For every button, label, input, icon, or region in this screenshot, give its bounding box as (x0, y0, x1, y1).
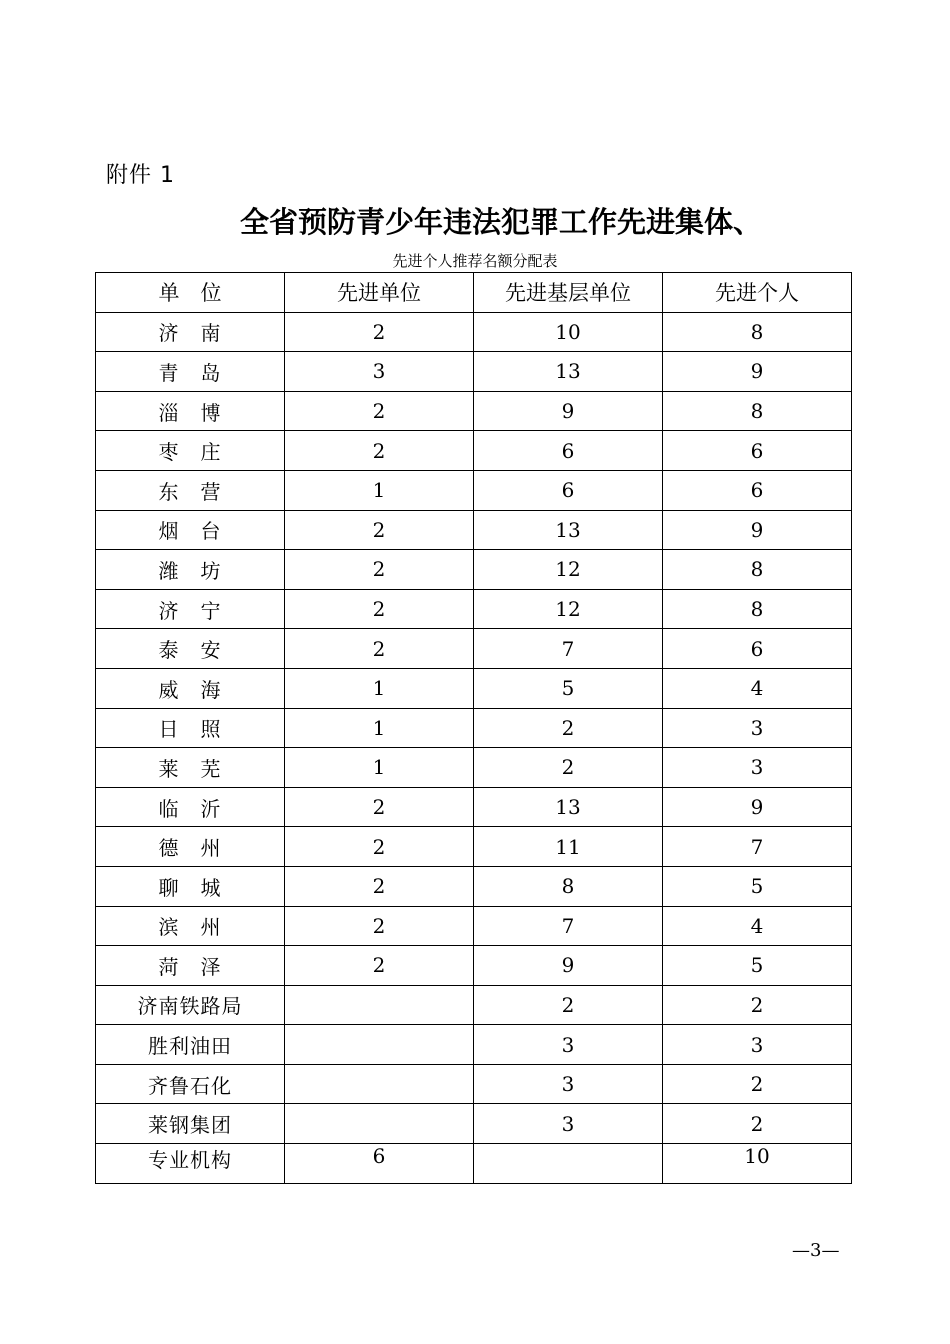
table-row (96, 748, 852, 788)
cell-advanced-individual: 5 (663, 866, 852, 906)
table-row (96, 629, 852, 669)
table-row (96, 470, 852, 510)
header-advanced-individual: 先进个人 (663, 273, 852, 313)
cell-advanced-individual: 8 (663, 391, 852, 431)
table-row (96, 866, 852, 906)
header-unit: 单 位 (96, 273, 285, 313)
cell-advanced-individual: 4 (663, 668, 852, 708)
cell-unit: 聊 城 (96, 866, 285, 906)
cell-advanced-individual: 7 (663, 827, 852, 867)
cell-advanced-individual: 9 (663, 510, 852, 550)
cell-unit: 专业机构 (96, 1144, 285, 1184)
table-row (96, 431, 852, 471)
cell-unit: 泰 安 (96, 629, 285, 669)
cell-advanced-individual: 3 (663, 1025, 852, 1065)
cell-advanced-grassroots-unit: 13 (474, 352, 663, 392)
table-row (96, 510, 852, 550)
cell-advanced-grassroots-unit: 2 (474, 748, 663, 788)
table-row (96, 906, 852, 946)
cell-unit: 威 海 (96, 668, 285, 708)
document-title: 全省预防青少年违法犯罪工作先进集体、 (239, 205, 762, 239)
cell-advanced-unit (285, 1064, 474, 1104)
cell-advanced-unit: 2 (285, 906, 474, 946)
cell-advanced-unit: 2 (285, 510, 474, 550)
cell-advanced-grassroots-unit: 7 (474, 629, 663, 669)
cell-advanced-unit: 2 (285, 431, 474, 471)
cell-advanced-individual: 3 (663, 748, 852, 788)
cell-unit: 莱钢集团 (96, 1104, 285, 1144)
cell-unit: 潍 坊 (96, 550, 285, 590)
cell-advanced-grassroots-unit: 2 (474, 985, 663, 1025)
table-row (96, 708, 852, 748)
table-header-row (96, 273, 852, 313)
table-row (96, 787, 852, 827)
cell-advanced-grassroots-unit: 3 (474, 1025, 663, 1065)
cell-advanced-individual: 8 (663, 550, 852, 590)
cell-advanced-unit: 1 (285, 668, 474, 708)
table-row (96, 352, 852, 392)
table-row (96, 985, 852, 1025)
cell-advanced-individual: 2 (663, 1104, 852, 1144)
page-number: —3— (792, 1240, 840, 1261)
cell-advanced-individual: 9 (663, 352, 852, 392)
cell-advanced-unit: 3 (285, 352, 474, 392)
cell-unit: 枣 庄 (96, 431, 285, 471)
table-row (96, 1104, 852, 1144)
cell-advanced-unit (285, 1025, 474, 1065)
table-row (96, 1064, 852, 1104)
cell-unit: 菏 泽 (96, 946, 285, 986)
cell-unit: 青 岛 (96, 352, 285, 392)
cell-advanced-grassroots-unit: 3 (474, 1104, 663, 1144)
cell-advanced-grassroots-unit (474, 1144, 663, 1184)
cell-advanced-grassroots-unit: 9 (474, 946, 663, 986)
document-subtitle: 先进个人推荐名额分配表 (392, 252, 558, 270)
cell-advanced-individual: 9 (663, 787, 852, 827)
cell-advanced-grassroots-unit: 7 (474, 906, 663, 946)
table-row (96, 1144, 852, 1184)
cell-advanced-individual: 10 (663, 1144, 852, 1184)
cell-advanced-unit: 2 (285, 589, 474, 629)
table-body (96, 312, 852, 1183)
cell-advanced-grassroots-unit: 6 (474, 470, 663, 510)
table-row (96, 827, 852, 867)
cell-advanced-unit: 2 (285, 312, 474, 352)
table-row (96, 589, 852, 629)
cell-advanced-individual: 8 (663, 312, 852, 352)
cell-advanced-unit: 6 (285, 1144, 474, 1184)
table-row (96, 946, 852, 986)
cell-unit: 日 照 (96, 708, 285, 748)
cell-advanced-individual: 6 (663, 629, 852, 669)
cell-unit: 齐鲁石化 (96, 1064, 285, 1104)
cell-advanced-unit: 2 (285, 629, 474, 669)
cell-advanced-grassroots-unit: 11 (474, 827, 663, 867)
cell-advanced-grassroots-unit: 12 (474, 550, 663, 590)
cell-advanced-unit: 2 (285, 946, 474, 986)
cell-unit: 济南铁路局 (96, 985, 285, 1025)
cell-advanced-individual: 2 (663, 985, 852, 1025)
header-advanced-grassroots-unit: 先进基层单位 (474, 273, 663, 313)
cell-advanced-grassroots-unit: 5 (474, 668, 663, 708)
cell-advanced-individual: 3 (663, 708, 852, 748)
cell-advanced-grassroots-unit: 8 (474, 866, 663, 906)
cell-unit: 淄 博 (96, 391, 285, 431)
cell-unit: 济 宁 (96, 589, 285, 629)
cell-advanced-grassroots-unit: 2 (474, 708, 663, 748)
cell-advanced-individual: 2 (663, 1064, 852, 1104)
quota-table (95, 272, 852, 1184)
cell-advanced-individual: 5 (663, 946, 852, 986)
table-row (96, 1025, 852, 1065)
cell-advanced-unit: 1 (285, 708, 474, 748)
cell-unit: 德 州 (96, 827, 285, 867)
cell-advanced-individual: 6 (663, 431, 852, 471)
cell-unit: 胜利油田 (96, 1025, 285, 1065)
cell-advanced-individual: 8 (663, 589, 852, 629)
cell-unit: 济 南 (96, 312, 285, 352)
cell-advanced-unit: 2 (285, 391, 474, 431)
attachment-label: 附件 1 (106, 163, 175, 188)
table-row (96, 668, 852, 708)
cell-advanced-grassroots-unit: 3 (474, 1064, 663, 1104)
cell-advanced-unit: 2 (285, 866, 474, 906)
cell-unit: 东 营 (96, 470, 285, 510)
cell-unit: 莱 芜 (96, 748, 285, 788)
cell-advanced-grassroots-unit: 6 (474, 431, 663, 471)
table-row (96, 391, 852, 431)
cell-advanced-unit: 2 (285, 787, 474, 827)
cell-advanced-grassroots-unit: 12 (474, 589, 663, 629)
cell-advanced-unit (285, 985, 474, 1025)
header-advanced-unit: 先进单位 (285, 273, 474, 313)
cell-advanced-grassroots-unit: 9 (474, 391, 663, 431)
cell-advanced-individual: 6 (663, 470, 852, 510)
cell-advanced-unit: 2 (285, 827, 474, 867)
table-row (96, 550, 852, 590)
cell-unit: 滨 州 (96, 906, 285, 946)
cell-advanced-unit (285, 1104, 474, 1144)
cell-advanced-grassroots-unit: 13 (474, 787, 663, 827)
cell-unit: 临 沂 (96, 787, 285, 827)
table-row (96, 312, 852, 352)
cell-advanced-individual: 4 (663, 906, 852, 946)
cell-advanced-grassroots-unit: 13 (474, 510, 663, 550)
cell-advanced-unit: 1 (285, 470, 474, 510)
cell-advanced-unit: 2 (285, 550, 474, 590)
cell-advanced-unit: 1 (285, 748, 474, 788)
cell-advanced-grassroots-unit: 10 (474, 312, 663, 352)
cell-unit: 烟 台 (96, 510, 285, 550)
